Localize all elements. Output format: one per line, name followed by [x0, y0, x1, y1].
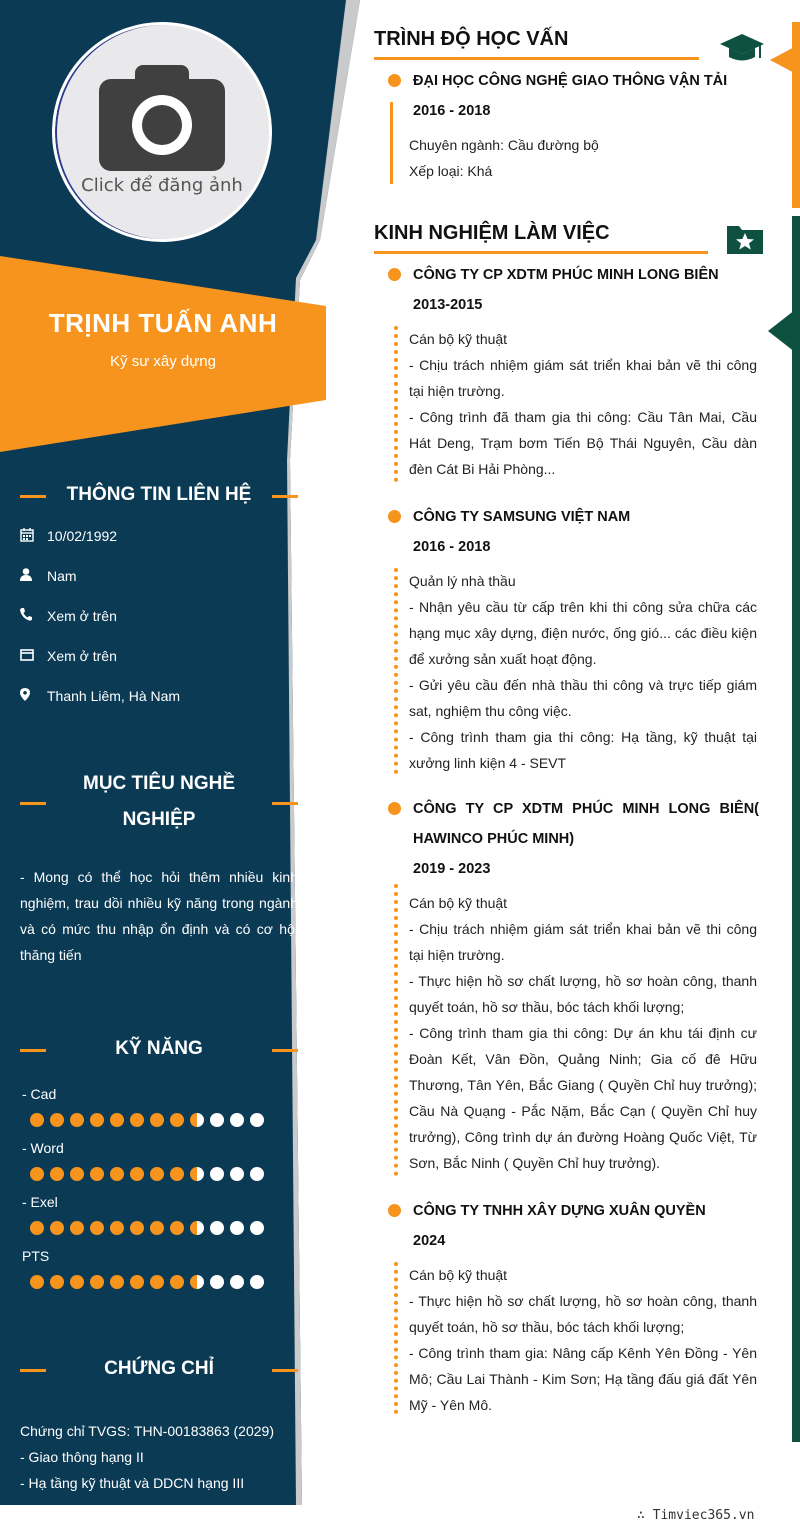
education-details: Chuyên ngành: Cầu đường bộ Xếp loại: Khá	[409, 137, 599, 179]
job-description: Cán bộ kỹ thuật - Chịu trách nhiệm giám sát triển khai bản vẽ thi công tại hiện trường. - Thực hiện hồ sơ chất lượng, hồ sơ hoàn công, thanh quyết toán, hồ sơ thầu, bóc tách khối lượng; - Công trình tham gia thi công: Dự án khu tái định cư Đoàn Kết, Vân Đồn, Quảng Ninh; Gia cố đê Hữu Thương, Tân Yên, Bắc Giang ( Quyền Chỉ huy trưởng); Cầu Nà Quạng - Pắc Nặm, Bắc Cạn ( Quyền Chỉ huy trưởng), Công trình dự án đường Hoàng Quốc Việt, Từ Sơn, Bắc Ninh ( Quyền Chỉ huy trưởng).	[409, 895, 757, 1171]
skill-name: - Word	[22, 1140, 64, 1156]
skill-dot	[230, 1275, 244, 1289]
job-bullet	[388, 510, 401, 523]
skill-dot	[170, 1221, 184, 1235]
skill-dot	[230, 1221, 244, 1235]
skill-dot	[110, 1221, 124, 1235]
skill-dot	[130, 1113, 144, 1127]
experience-arrow-marker	[768, 306, 800, 356]
skill-rating	[30, 1275, 264, 1289]
skill-dot	[150, 1221, 164, 1235]
contact-heading: THÔNG TIN LIÊN HỆ	[20, 484, 298, 506]
contact-birthdate: 10/02/1992	[20, 528, 180, 568]
job-timeline-line	[394, 326, 398, 482]
graduation-cap-icon	[720, 32, 764, 64]
certificate-line: - Giao thông hạng II	[20, 1449, 144, 1465]
skill-item	[22, 1194, 264, 1248]
phone-icon	[20, 608, 47, 624]
skill-name: PTS	[22, 1248, 50, 1264]
job-timeline-line	[394, 1262, 398, 1414]
job-bullet	[388, 802, 401, 815]
contact-phone: Xem ở trên	[20, 608, 180, 648]
skill-dot	[70, 1275, 84, 1289]
experience-side-strip	[792, 216, 800, 1442]
skill-dot	[30, 1167, 44, 1181]
email-icon	[20, 648, 47, 664]
skill-dot	[110, 1113, 124, 1127]
name-block	[0, 308, 326, 370]
profile-photo-upload[interactable]	[52, 22, 272, 242]
skill-dot	[30, 1275, 44, 1289]
job-timeline-line	[394, 568, 398, 774]
skill-dot	[110, 1275, 124, 1289]
skill-dot	[210, 1167, 224, 1181]
job-company: CÔNG TY CP XDTM PHÚC MINH LONG BIÊN( HAWINCO PHÚC MINH)	[413, 801, 759, 847]
skill-dot	[90, 1167, 104, 1181]
education-arrow-marker	[770, 44, 800, 76]
skill-dot	[150, 1275, 164, 1289]
skill-item	[22, 1140, 264, 1194]
skill-dot	[90, 1113, 104, 1127]
education-school: ĐẠI HỌC CÔNG NGHỆ GIAO THÔNG VẬN TẢI 2016 - 2018	[413, 73, 728, 119]
skill-dot	[230, 1113, 244, 1127]
location-icon	[20, 688, 47, 704]
certificates-list	[20, 1418, 274, 1496]
skill-dot	[70, 1113, 84, 1127]
contact-gender: Nam	[20, 568, 180, 608]
briefcase-star-icon	[725, 222, 765, 256]
skill-name: - Cad	[22, 1086, 57, 1102]
objective-text: - Mong có thể học hỏi thêm nhiều kinh nghiệm, trau dồi nhiều kỹ năng trong ngành và có mức thu nhập ổn định và có cơ hội thăng tiến	[20, 869, 298, 963]
contact-list	[20, 528, 180, 728]
education-heading: TRÌNH ĐỘ HỌC VẤN	[374, 28, 568, 51]
job-period: 2013-2015	[413, 297, 483, 313]
skill-rating	[30, 1221, 264, 1235]
skill-dot	[170, 1275, 184, 1289]
certificate-line: - Hạ tầng kỹ thuật và DDCN hạng III	[20, 1475, 245, 1491]
skill-dot	[70, 1221, 84, 1235]
skill-dot	[50, 1221, 64, 1235]
job-header	[413, 260, 759, 320]
job-description: Cán bộ kỹ thuật - Thực hiện hồ sơ chất lượng, hồ sơ hoàn công, thanh quyết toán, hồ sơ thầu, bóc tách khối lượng; - Công trình tham gia: Nâng cấp Kênh Yên Đồng - Yên Mô; Cầu Lai Thành - Kim Sơn; Hạ tầng đấu giá đất Yên Mỹ - Yên Mô.	[409, 1267, 757, 1413]
certificate-line: Chứng chỉ TVGS: THN-00183863 (2029)	[20, 1423, 274, 1439]
skills-heading: KỸ NĂNG	[20, 1038, 298, 1060]
contact-address: Thanh Liêm, Hà Nam	[20, 688, 180, 728]
skill-dot	[90, 1221, 104, 1235]
skill-dot	[170, 1113, 184, 1127]
job-header	[413, 1196, 759, 1256]
skill-dot	[110, 1167, 124, 1181]
job-bullet	[388, 1204, 401, 1217]
job-description: Quản lý nhà thầu - Nhận yêu cầu từ cấp trên khi thi công sửa chữa các hạng mục xây dựng, điện nước, ống gió... các điều kiện để xưởng sản xuất hoạt động. - Gửi yêu cầu đến nhà thầu thi công và trực tiếp giám sat, nghiệm thu công việc. - Công trình tham gia thi công: Hạ tầng, kỹ thuật tại xưởng linh kiện 4 - SEVT	[409, 573, 757, 771]
skill-dot	[50, 1275, 64, 1289]
job-period: 2019 - 2023	[413, 861, 491, 877]
photo-placeholder-text: Click để đăng ảnh	[81, 175, 243, 196]
camera-icon	[99, 61, 225, 171]
job-timeline-line	[394, 884, 398, 1176]
skill-dot	[30, 1221, 44, 1235]
skill-dot	[250, 1113, 264, 1127]
skill-dot	[130, 1275, 144, 1289]
job-company: CÔNG TY TNHH XÂY DỰNG XUÂN QUYỀN	[413, 1203, 706, 1219]
skills-list	[22, 1086, 264, 1302]
skill-rating	[30, 1167, 264, 1181]
skill-dot	[250, 1167, 264, 1181]
education-bullet	[388, 74, 401, 87]
skill-dot	[150, 1167, 164, 1181]
skill-rating	[30, 1113, 264, 1127]
experience-heading: KINH NGHIỆM LÀM VIỆC	[374, 222, 610, 245]
skill-dot	[210, 1113, 224, 1127]
skill-dot	[190, 1167, 204, 1181]
job-company: CÔNG TY SAMSUNG VIỆT NAM	[413, 509, 631, 525]
skill-dot	[150, 1113, 164, 1127]
skill-dot	[190, 1113, 204, 1127]
job-company: CÔNG TY CP XDTM PHÚC MINH LONG BIÊN	[413, 267, 719, 283]
skill-dot	[230, 1167, 244, 1181]
skill-dot	[130, 1221, 144, 1235]
certificates-heading: CHỨNG CHỈ	[20, 1358, 298, 1380]
skill-dot	[250, 1221, 264, 1235]
skill-dot	[190, 1275, 204, 1289]
calendar-icon	[20, 528, 47, 545]
skill-dot	[50, 1167, 64, 1181]
skill-dot	[90, 1275, 104, 1289]
skill-dot	[170, 1167, 184, 1181]
skill-item	[22, 1086, 264, 1140]
job-header	[413, 794, 759, 884]
skill-dot	[210, 1275, 224, 1289]
skill-dot	[70, 1167, 84, 1181]
skill-dot	[250, 1275, 264, 1289]
skill-dot	[130, 1167, 144, 1181]
contact-email: Xem ở trên	[20, 648, 180, 688]
site-watermark[interactable]: ∴ Timviec365.vn	[637, 1508, 755, 1523]
skill-dot	[190, 1221, 204, 1235]
skill-item	[22, 1248, 264, 1302]
skill-dot	[50, 1113, 64, 1127]
skill-name: - Exel	[22, 1194, 58, 1210]
skill-dot	[210, 1221, 224, 1235]
job-period: 2016 - 2018	[413, 539, 491, 555]
job-bullet	[388, 268, 401, 281]
job-period: 2024	[413, 1233, 446, 1249]
job-header	[413, 502, 759, 562]
candidate-name: TRỊNH TUẤN ANH	[48, 308, 278, 338]
job-title: Kỹ sư xây dựng	[110, 353, 216, 370]
skill-dot	[30, 1113, 44, 1127]
job-description: Cán bộ kỹ thuật - Chịu trách nhiệm giám sát triển khai bản vẽ thi công tại hiện trường. - Công trình đã tham gia thi công: Cầu Tân Mai, Cầu Hát Deng, Trạm bơm Tiến Bộ Thái Nguyên, Cầu dàn đèn Cát Bi Hải Phòng...	[409, 331, 757, 477]
objective-heading: MỤC TIÊU NGHỀ NGHIỆP	[20, 766, 298, 838]
person-icon	[20, 568, 47, 584]
education-timeline-line	[390, 102, 393, 184]
